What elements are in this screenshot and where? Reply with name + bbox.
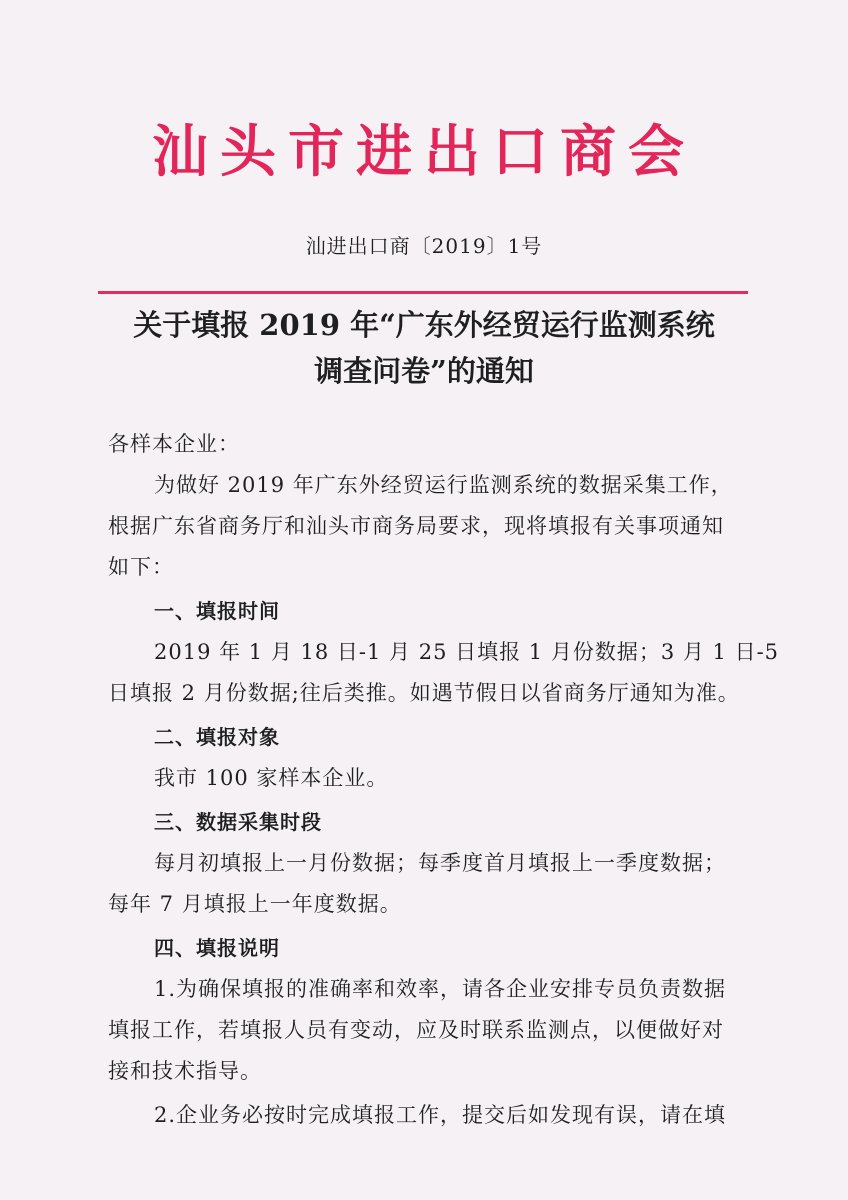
section-instructions-line-1: 1.为确保填报的准确率和效率，请各企业安排专员负责数据 [154, 977, 727, 1001]
notice-body [108, 424, 780, 1136]
section-instructions-line-3: 接和技术指导。 [108, 1059, 262, 1083]
header-divider [98, 291, 748, 294]
notice-title-line-2: 调查问卷”的通知 [314, 354, 534, 388]
intro-line-2: 根据广东省商务厅和汕头市商务局要求，现将填报有关事项通知 [108, 514, 724, 538]
section-heading-time: 一、填报时间 [154, 599, 280, 623]
section-target-line-1: 我市 100 家样本企业。 [154, 766, 389, 790]
salutation: 各样本企业： [108, 432, 240, 456]
organization-name: 汕头市进出口商会 [152, 119, 696, 185]
section-time-line-2: 日填报 2 月份数据;往后类推。如遇节假日以省商务厅通知为准。 [108, 681, 740, 705]
section-time-line-1: 2019 年 1 月 18 日-1 月 25 日填报 1 月份数据；3 月 1 日-5 [154, 640, 780, 664]
section-period-line-1: 每月初填报上一月份数据；每季度首月填报上一季度数据； [154, 851, 726, 875]
intro-line-3: 如下： [108, 555, 174, 579]
intro-line-1: 为做好 2019 年广东外经贸运行监测系统的数据采集工作， [154, 473, 733, 497]
notice-title-line-1: 关于填报 2019 年“广东外经贸运行监测系统 [133, 308, 715, 342]
section-instructions-line-4: 2.企业务必按时完成填报工作，提交后如发现有误，请在填 [154, 1103, 727, 1127]
notice-title [0, 302, 848, 394]
section-period-line-2: 每年 7 月填报上一年度数据。 [108, 892, 402, 916]
section-heading-period: 三、数据采集时段 [154, 810, 322, 834]
section-heading-instructions: 四、填报说明 [154, 936, 280, 960]
document-number: 汕进出口商〔2019〕1号 [305, 234, 543, 258]
section-instructions-line-2: 填报工作，若填报人员有变动，应及时联系监测点，以便做好对 [108, 1018, 724, 1042]
section-heading-target: 二、填报对象 [154, 725, 280, 749]
